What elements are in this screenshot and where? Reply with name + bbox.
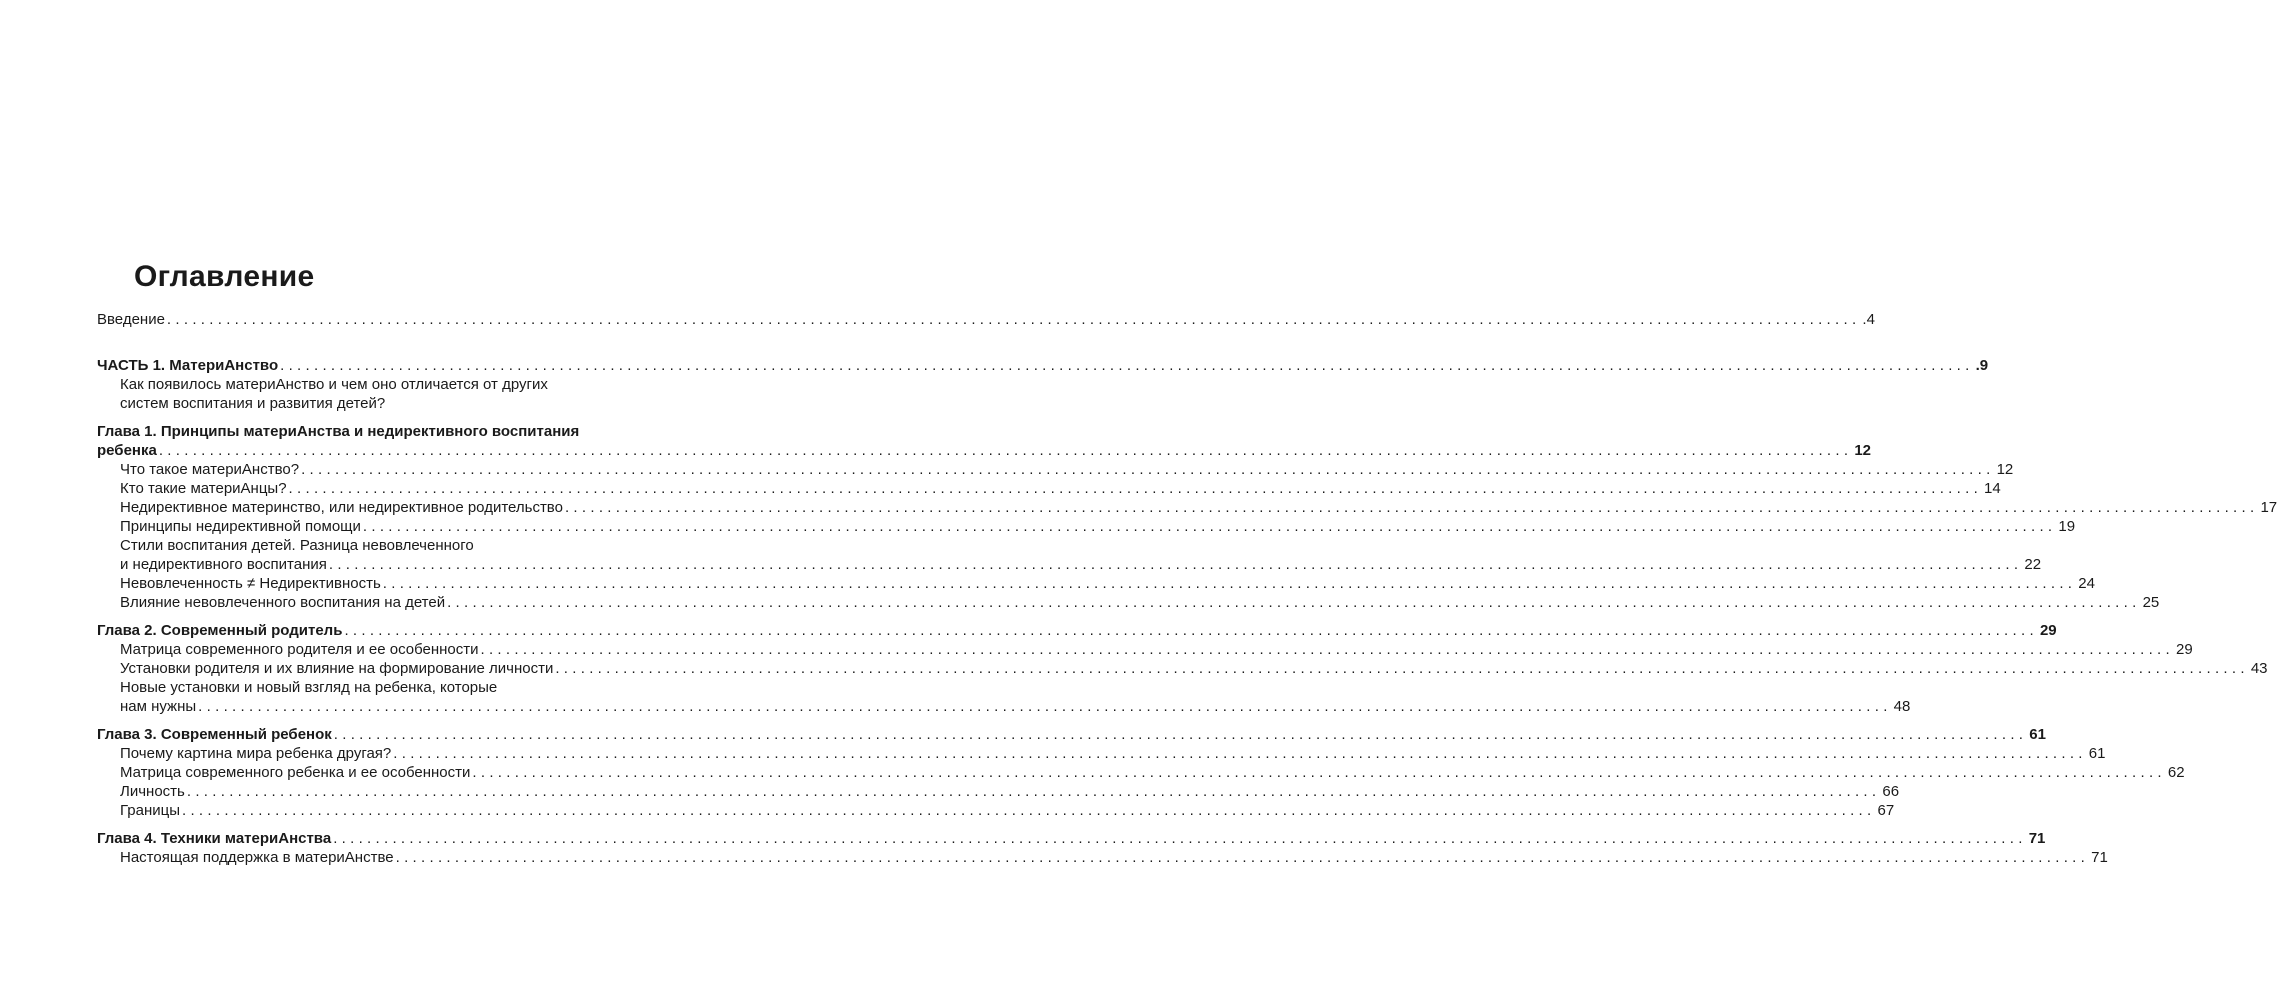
dot-leader: ........................................................................................................................................................................................................ [472,764,2166,781]
toc-entry-label: Личность [120,783,185,800]
toc-entry-intro [97,310,1875,329]
toc-subentry [97,593,2160,612]
toc-entry-chapter-2 [97,621,2057,640]
toc-subentry [97,763,2185,782]
toc-page-number: 71 [2028,830,2046,847]
dot-leader: ........................................................................................................................................................................................................ [198,698,1892,715]
toc-page-number: 12 [1996,461,2014,478]
toc-entry-label: Принципы недирективной помощи [120,518,361,535]
toc-subentry [97,697,1911,716]
toc-entry-label: Что такое материАнство? [120,461,300,478]
toc-entry-label: Невовлеченность ≠ Недирективность [120,575,381,592]
dot-leader: ........................................................................................................................................................................................................ [344,622,2038,639]
dot-leader: ........................................................................................................................................................................................................ [182,802,1876,819]
toc-subentry [97,517,2076,536]
toc-page-number: 43 [2250,660,2268,677]
toc-subentry-line: Новые установки и новый взгляд на ребенка, которые [120,679,498,696]
dot-leader: ........................................................................................................................................................................................................ [280,357,1974,374]
toc-page-number: 12 [1854,442,1872,459]
toc-entry-label: Почему картина мира ребенка другая? [120,745,392,762]
dot-leader: ........................................................................................................................................................................................................ [158,442,1853,459]
toc-entry-part1 [97,356,1989,375]
toc-page-number: 22 [2024,556,2042,573]
toc-subentry [97,479,2001,498]
dot-leader: ........................................................................................................................................................................................................ [166,311,1861,328]
toc-entry-label: Глава 3. Современный ребенок [97,726,332,743]
toc-entry-label: Глава 2. Современный родитель [97,622,343,639]
toc-page-number: 14 [1984,480,2001,497]
toc-entry-chapter-1 [97,441,1872,460]
toc-subentry [97,782,1900,801]
toc-page-number: 29 [2176,641,2193,658]
toc-entry-chapter-3 [97,725,2046,744]
toc-page-number: 61 [2029,726,2046,743]
toc-entry-label: нам нужны [120,698,197,715]
dot-leader: ........................................................................................................................................................................................................ [555,660,2249,677]
toc-subentry [97,801,1895,820]
part1-description-line: систем воспитания и развития детей? [120,395,386,412]
toc-entry-label: Влияние невовлеченного воспитания на детей [120,594,446,611]
toc-page-number: 48 [1893,698,1911,715]
toc-page-number: 62 [2167,764,2185,781]
table-of-contents [97,310,2277,867]
toc-page-number: .4 [1862,311,1875,328]
toc-entry-label: Границы [120,802,180,819]
toc-entry-label: Установки родителя и их влияние на формирование личности [120,660,554,677]
toc-page-number: .9 [1975,357,1989,374]
page-title: Оглавление [134,260,315,293]
toc-entry-label: Настоящая поддержка в материАнстве [120,849,394,866]
dot-leader: ........................................................................................................................................................................................................ [288,480,1983,497]
toc-subentry [97,744,2106,763]
dot-leader: ........................................................................................................................................................................................................ [328,556,2023,573]
toc-page-number: 66 [1882,783,1900,800]
toc-entry-label: Введение [97,311,165,328]
toc-entry-label: Матрица современного ребенка и ее особенности [120,764,471,781]
dot-leader: ........................................................................................................................................................................................................ [447,594,2141,611]
toc-entry-label: Глава 4. Техники материАнства [97,830,332,847]
dot-leader: ........................................................................................................................................................................................................ [382,575,2077,592]
toc-page-number: 67 [1877,802,1895,819]
toc-subentry [97,574,2095,593]
toc-entry-chapter-4 [97,829,2046,848]
dot-leader: ........................................................................................................................................................................................................ [333,726,2028,743]
toc-page-number: 29 [2039,622,2057,639]
dot-leader: ........................................................................................................................................................................................................ [362,518,2057,535]
toc-subentry [97,498,2277,517]
dot-leader: ........................................................................................................................................................................................................ [393,745,2087,762]
toc-subentry-line: Стили воспитания детей. Разница невовлеченного [120,537,474,554]
toc-page-number: 61 [2088,745,2106,762]
toc-subentry [97,848,2108,867]
toc-entry-label: Матрица современного родителя и ее особенности [120,641,479,658]
dot-leader: ........................................................................................................................................................................................................ [564,499,2259,516]
toc-subentry [97,460,2014,479]
toc-page-number: 25 [2142,594,2160,611]
toc-page-number: 19 [2058,518,2076,535]
toc-entry-label: и недирективного воспитания [120,556,327,573]
chapter-1-title-line: Глава 1. Принципы материАнства и недирективного воспитания [97,423,580,440]
dot-leader: ........................................................................................................................................................................................................ [395,849,2090,866]
toc-subentry [97,659,2268,678]
toc-entry-label: Кто такие материАнцы? [120,480,287,497]
toc-entry-label: ребенка [97,442,157,459]
toc-subentry [97,555,2042,574]
toc-entry-label: Недирективное материнство, или недирективное родительство [120,499,563,516]
toc-page-number: 24 [2078,575,2095,592]
toc-page-number: 71 [2091,849,2108,866]
toc-subentry [97,640,2193,659]
dot-leader: ........................................................................................................................................................................................................ [480,641,2174,658]
dot-leader: ........................................................................................................................................................................................................ [301,461,1995,478]
dot-leader: ........................................................................................................................................................................................................ [333,830,2027,847]
toc-page-number: 17 [2260,499,2277,516]
dot-leader: ........................................................................................................................................................................................................ [186,783,1881,800]
toc-entry-label: ЧАСТЬ 1. МатериАнство [97,357,279,374]
part1-description-line: Как появилось материАнство и чем оно отличается от других [120,376,548,393]
